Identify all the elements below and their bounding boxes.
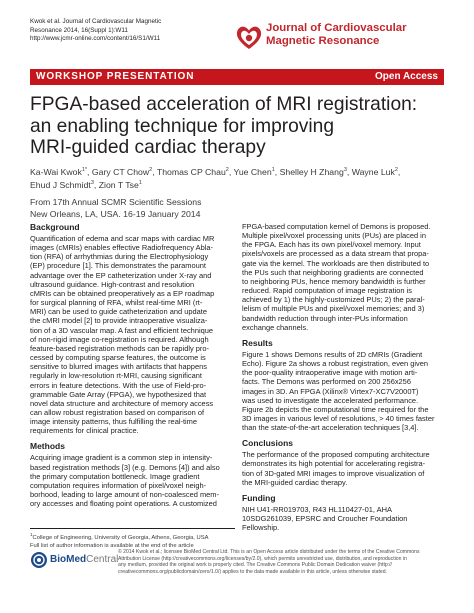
publisher-name-bold: BioMed [50,554,87,565]
banner-label: WORKSHOP PRESENTATION [36,71,195,82]
affiliation-line-1 [30,531,235,542]
article-section [30,441,235,508]
affiliation-text: College of Engineering, University of Georgia, Athens, Georgia, USA [32,534,209,541]
left-column [30,222,235,508]
body-text-line: Multiple pixel/voxel processing units (PUs) are placed in [242,231,426,241]
session-info [30,197,450,220]
body-text-line: can allow robust registration based on comparison of [30,407,205,417]
body-text-line: cessed by computing sparse features, the outcome is [30,353,206,363]
logo-line-1: Journal of Cardiovascular [266,22,407,34]
author-list: Ka-Wai Kwok$^{1*}$, Gary CT Chow$^2$, Thomas CP Chau$^2$, Yue Chen$^1$, Shelley H Zhang$^3$, Wayne Luk$^2$, Ehud J Schmidt$^3$, Zion T Tse$^1$ [30,166,401,191]
article-section [242,493,447,532]
body-text-line: tion (RFA) of arrhythmias during the Electrophysiology [30,252,209,262]
right-column [242,222,447,532]
body-text-line: 10SDG261039, EPSRC and Croucher Foundation [242,514,408,524]
license-line: any medium, provided the original work is properly cited. The Creative Commons Public Domain Dedication waiver (http:// [118,562,392,569]
body-text-line: to neighboring PUs, hence memory bandwidth is further [242,276,426,286]
body-text-line: FPGA-based computation kernel of Demons is proposed. [242,222,431,231]
body-text-line: Quantification of edema and scar maps with cardiac MR [30,234,215,243]
body-text-line: cMRIs can be obtained preoperatively as a EP roadmap [30,288,215,298]
body-text-line: computation requires information of pixel/voxel neigh- [30,480,207,490]
title-line: an enabling technique for improving [30,115,335,137]
affiliation-sup: 1 [30,532,33,537]
author-name[interactable]: Shelley H Zhang [279,166,344,177]
author-name[interactable]: Wayne Luk [351,166,395,177]
body-text-line: novel data structure and architecture of memory access [30,398,214,408]
body-text-line: NIH U41-RR019703, R43 HL110427-01, AHA [242,504,392,514]
body-text-line: Acquiring image gradient is a common step in intensity- [30,453,213,463]
citation-line-1: Kwok et al. Journal of Cardiovascular Magnetic [30,18,162,25]
license-line: © 2014 Kwok et al.; licensee BioMed Central Ltd. This is an Open Access article distributed under the terms of the Creative Commons [118,549,420,555]
author-affiliation-sup: 2 [225,167,229,173]
body-text-line: Figure 2b depicts the computational time required for the [242,404,429,414]
author-name[interactable]: Yue Chen [233,166,272,177]
article-section [242,438,447,487]
author-name[interactable]: Thomas CP Chau [156,166,226,177]
open-access-label: Open Access [375,71,438,82]
body-text-line: of non-rigid image co-registration is required. Although [30,334,209,344]
body-text-line: the MRI-guided cardiac therapy. [242,477,348,487]
section-heading: Conclusions [242,438,294,449]
body-text-line: lelism of multiple PUs and pixel/voxel memories; and 3) [242,304,425,314]
body-text-line: regularly in low-resolution rt-MRI, causing significant [30,371,202,381]
author-name[interactable]: Gary CT Chow [91,166,150,177]
body-text-line: (EP) procedure [1]. This demonstrates the paramount [30,261,206,271]
author-affiliation-sup: 1 [271,167,275,173]
author-name[interactable]: Ka-Wai Kwok [30,166,82,177]
author-affiliation-sup: 2 [149,167,153,173]
body-text-line: than the state-of-the-art acceleration techniques [3,4]. [242,423,419,433]
body-text-line: Fellowship. [242,523,280,533]
section-banner [30,69,444,85]
body-text-line: tion of 3D-gated MRI images to improve visualization of [242,468,425,478]
session-line-2: New Orleans, LA, USA. 16-19 January 2014 [30,208,201,219]
body-text-line: borhood, leading to large amount of non-coalesced mem- [30,490,219,500]
body-text-line: requirements for clinical practice. [30,426,139,436]
body-text-line: ory accesses and floating point operations. A customized [30,499,217,509]
body-text-line: achieved by 1) the highly-customized PUs; 2) the paral- [242,295,425,305]
body-text-line: Figure 1 shows Demons results of 2D cMRIs (Gradient [242,349,423,359]
body-text-line: gate via the kernel. The workloads are then distributed to [242,258,430,268]
author-affiliation-sup: 3 [343,167,347,173]
section-heading: Background [30,222,80,232]
affiliation-line-2: Full list of author information is available at the end of the article [30,543,194,550]
body-text-line: reduced. Rapid computation of image registration is [242,286,412,296]
body-text-line: exchange channels. [242,322,309,332]
license-line: Attribution License (http://creativecommons.org/licenses/by/2.0), which permits unrestricted use, distribution, and reproduction in [118,555,407,562]
body-text-line: grammable Gate Array (FPGA), we hypothesized that [30,389,207,399]
author-affiliation-sup: 1* [81,167,88,173]
article-section [242,338,447,432]
body-text-line: image intensity patterns, thus fulfilling the real-time [30,417,198,427]
body-text-line: Echo). Figure 2a shows a robust registration, even given [242,359,429,369]
biomed-central-icon [30,551,48,569]
body-text-line: was used to investigate the accelerated performance. [242,395,419,405]
license-text [118,549,448,576]
body-text-line: MRI) can be used to guide catheterization and update [30,307,207,317]
section-heading: Results [242,337,273,348]
author-affiliation-sup: 1 [138,180,142,187]
publisher-name-light: Central [86,554,119,565]
article-section [242,222,447,332]
body-text-line: sensitive to blurred images with artifacts that happens [30,362,207,372]
body-text-line: the PUs such that neighboring gradients are connected [242,267,424,277]
session-line-1: From 17th Annual SCMR Scientific Sessions [30,197,202,207]
license-line: creativecommons.org/publicdomain/zero/1.0/) applies to the data made available in this article, unless otherwise stated. [118,569,387,576]
citation-url[interactable]: http://www.jcmr-online.com/content/16/S1/W11 [30,35,161,43]
author-affiliation-sup: 3 [90,180,94,187]
author-name[interactable]: Ehud J Schmidt [30,180,91,191]
body-text-line: ultrasound guidance. High-contrast and resolution [30,279,195,289]
body-text-line: for surgical planning of RFA, whilst real-time MRI (rt- [30,298,203,308]
body-text-line: images in 3D. An FPGA (Xilinx® Virtex7-XC7V2000T) [242,386,419,396]
body-text-line: tion of a 3D vascular map. A fast and efficient technique [30,325,214,335]
section-heading: Funding [242,492,276,503]
citation-block [30,18,240,44]
body-text-line: the primary computation bottleneck. Image gradient [30,471,200,481]
body-text-line: the poor-quality intraoperative image with motion arti- [242,368,418,378]
title-line: MRI-guided cardiac therapy [30,137,266,158]
logo-line-2: Magnetic Resonance [266,35,380,47]
body-text-line: errors in feature detections. With the use of Field-pro- [30,380,207,390]
body-text-line: The performance of the proposed computing architecture [242,450,430,460]
body-text-line: feature-based registration methods can be rapidly pro- [30,343,210,353]
publisher-logo[interactable] [30,551,119,569]
affiliation-note [30,528,235,550]
article-title [30,94,450,159]
author-affiliation-sup: 2 [394,167,398,173]
body-text-line: facts. The Demons was performed on 200 256x256 [242,377,411,387]
citation-line-2: Resonance 2014, 16(Suppl 1):W11 [30,26,128,34]
body-text-line: images (cMRIs) enables effective Radiofrequency Abla- [30,243,213,253]
article-section [30,222,235,435]
title-line: FPGA-based acceleration of MRI registration: [30,94,418,115]
body-text-line: demonstrates its high potential for accelerating registra- [242,459,426,469]
body-text-line: pixels/voxels are processed as a data stream that propa- [242,249,429,259]
journal-logo[interactable] [234,22,454,56]
author-name[interactable]: Zion T Tse [98,180,139,191]
body-text-line: 3D images in various level of resolutions, > 40 times faster [242,413,435,423]
body-text-line: the FPGA. Each has its own pixel/voxel memory. Input [242,240,421,250]
body-text-line: based registration methods [3] (e.g. Demons [4]) and also [30,462,220,472]
heart-logo-icon [234,22,264,52]
body-text-line: advantage over the EP catheterization under X-ray and [30,270,212,280]
body-text-line: the cMRI model [2] to provide intraoperative visualiza- [30,316,208,326]
body-text-line: bandwidth reduction through inter-PUs information [242,313,408,323]
section-heading: Methods [30,441,65,452]
